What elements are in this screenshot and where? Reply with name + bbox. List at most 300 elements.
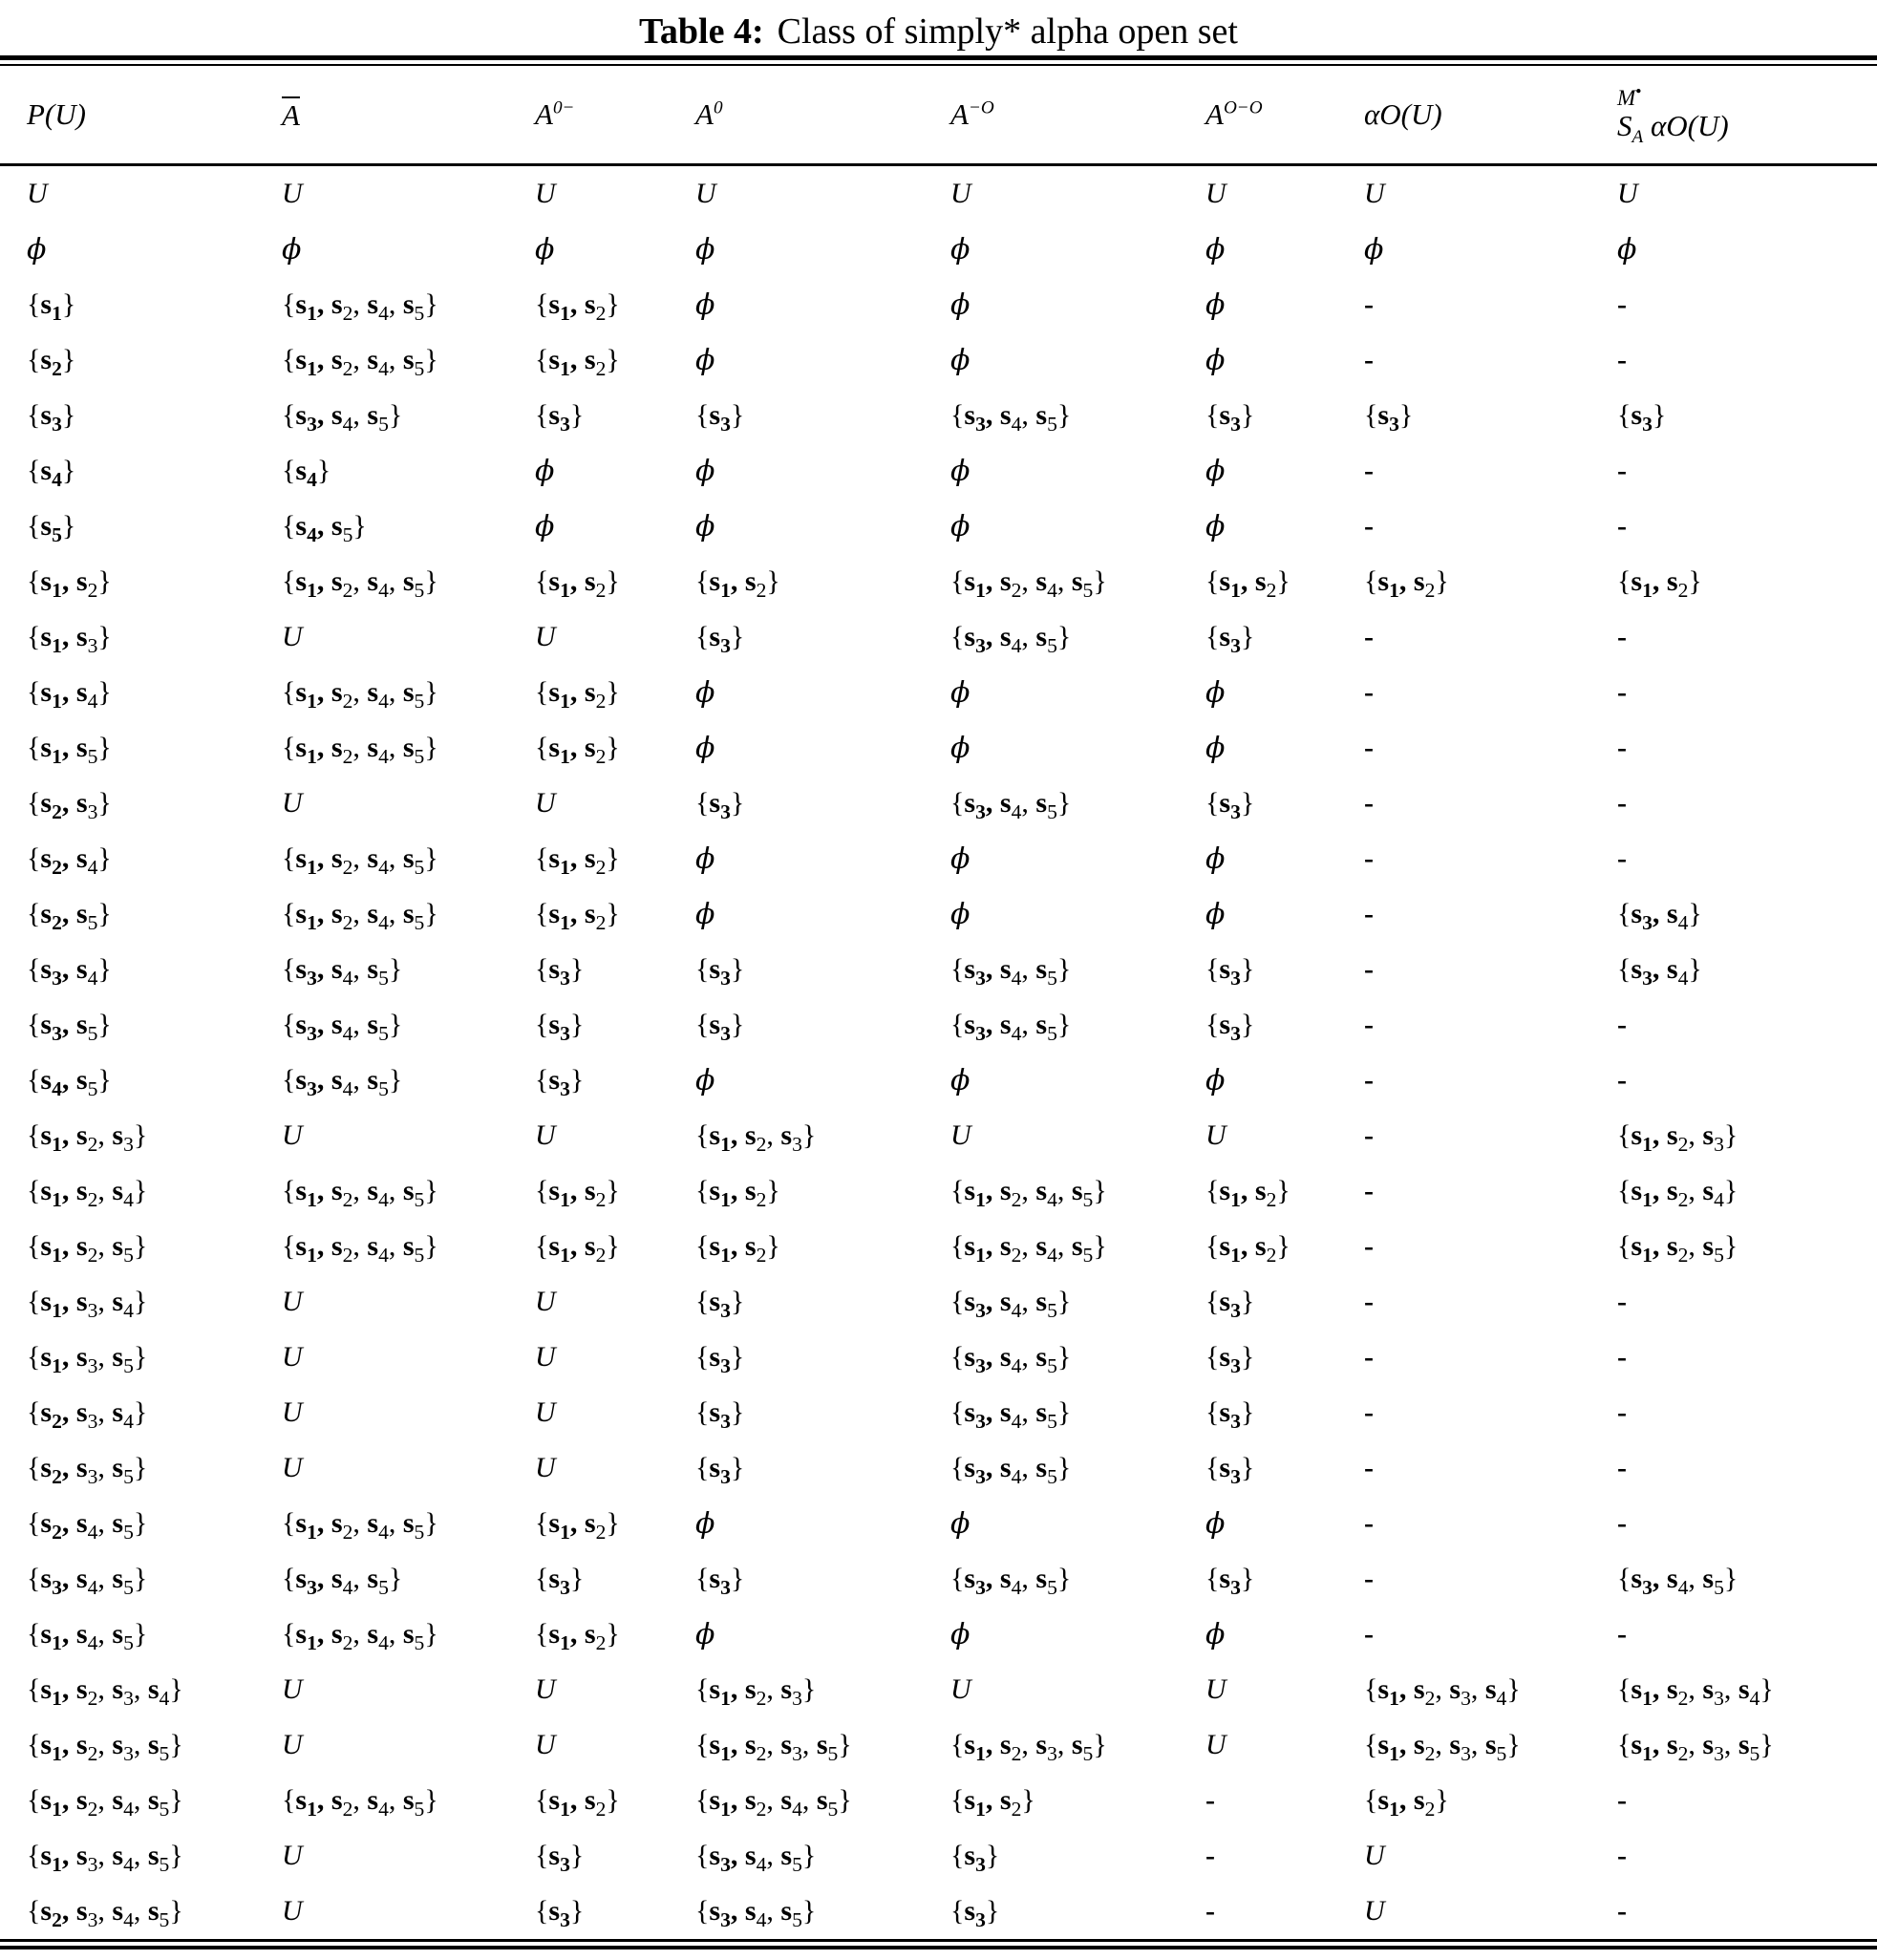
table-cell: $\{s_3\}$ [535, 1064, 585, 1100]
table-cell: {$s_1$, $s_2$} [535, 288, 620, 325]
table-cell: {$s_1$, $s_2$} [535, 1784, 620, 1821]
table-cell: {$s_3$, $s_4$, $s_5$} [27, 1563, 148, 1599]
table-cell: $\{s_3\}$ [1205, 1286, 1255, 1322]
table-cell: - [1364, 510, 1374, 542]
table-cell: - [1364, 1396, 1374, 1428]
table-cell: $\{s_3\}$ [950, 1840, 1000, 1876]
table-cell: $\{s_3\}$ [695, 1396, 745, 1433]
table-cell: {$s_1$, $s_2$} [535, 565, 620, 602]
table-cell: - [1364, 787, 1374, 819]
table-cell: {$s_3$, $s_4$, $s_5$} [950, 953, 1072, 990]
table-cell: {$s_1$, $s_2$} [535, 1618, 620, 1654]
table-cell: - [1205, 1784, 1215, 1816]
column-header: $A^{0-}$ [535, 66, 695, 165]
table-cell: U [535, 1729, 556, 1760]
table-cell: {$s_1$, $s_2$, $s_5$} [27, 1230, 148, 1267]
table-cell: {$s_3$, $s_4$, $s_5$} [695, 1840, 817, 1876]
table-cell: {$s_1$, $s_2$, $s_4$} [27, 1175, 148, 1211]
table-cell: {$s_1$, $s_2$, $s_4$, $s_5$} [282, 288, 438, 325]
table-cell: {$s_1$, $s_2$, $s_4$, $s_5$} [282, 732, 438, 768]
table-cell: $\{s_2\}$ [27, 344, 76, 380]
table-caption-label: Table 4: [639, 11, 764, 52]
table-row [0, 831, 1877, 886]
table-cell: - [1364, 288, 1374, 320]
table-row [0, 1440, 1877, 1496]
table-cell: ϕ [695, 675, 715, 710]
table-cell: $\{s_1\}$ [27, 288, 76, 325]
table-cell: - [1364, 898, 1374, 929]
table-cell: U [282, 621, 303, 652]
table-cell: U [535, 1119, 556, 1151]
table-cell: U [1205, 1119, 1226, 1151]
table-cell: {$s_1$, $s_2$, $s_3$, $s_5$} [1364, 1729, 1521, 1765]
table-cell: U [950, 1119, 971, 1151]
table-cell: {$s_1$, $s_2$} [695, 1175, 780, 1211]
table-cell: {$s_3$, $s_4$, $s_5$} [282, 1563, 403, 1599]
table-cell: {$s_1$, $s_2$, $s_4$, $s_5$} [282, 1618, 438, 1654]
table-row [0, 1496, 1877, 1551]
table-cell: ϕ [950, 1617, 970, 1651]
table-cell: ϕ [950, 897, 970, 931]
table-cell: U [282, 178, 303, 209]
table-cell: - [1617, 344, 1627, 375]
table-cell: {$s_1$, $s_2$, $s_3$} [695, 1673, 817, 1710]
table-cell: {$s_1$, $s_2$} [535, 898, 620, 934]
table-row [0, 1662, 1877, 1717]
table-cell: U [282, 1895, 303, 1927]
table-cell: ϕ [695, 1506, 715, 1541]
table-cell: ϕ [1205, 842, 1226, 876]
table-cell: {$s_3$, $s_4$} [1617, 898, 1702, 934]
table-cell: {$s_2$, $s_3$, $s_4$} [27, 1396, 148, 1433]
table-cell: ϕ [695, 1063, 715, 1097]
table-cell: ϕ [1205, 232, 1226, 266]
table-cell: U [282, 1452, 303, 1483]
table-cell: {$s_1$, $s_3$, $s_4$, $s_5$} [27, 1840, 183, 1876]
table-cell: $\{s_3\}$ [695, 1286, 745, 1322]
table-row [0, 1773, 1877, 1828]
table-cell: - [1617, 1618, 1627, 1650]
table-cell: {$s_1$, $s_2$, $s_3$, $s_5$} [950, 1729, 1107, 1765]
table-cell: {$s_3$, $s_4$, $s_5$} [950, 1341, 1072, 1377]
table-cell: {$s_3$, $s_5$} [27, 1009, 112, 1045]
table-cell: $\{s_5\}$ [27, 510, 76, 546]
table-row [0, 165, 1877, 223]
table-caption [0, 0, 1877, 55]
table-cell: $\{s_3\}$ [695, 1563, 745, 1599]
table-cell: $\{s_3\}$ [695, 399, 745, 436]
table-cell: $\{s_3\}$ [1205, 621, 1255, 657]
table-cell: $\{s_3\}$ [535, 953, 585, 990]
table-cell: - [1617, 1895, 1627, 1927]
table-row [0, 1219, 1877, 1274]
table-cell: - [1617, 510, 1627, 542]
table-cell: {$s_2$, $s_3$} [27, 787, 112, 823]
table-cell: - [1617, 787, 1627, 819]
table-cell: - [1364, 1009, 1374, 1040]
table-cell: {$s_1$, $s_4$} [27, 676, 112, 713]
table-cell: $\{s_3\}$ [695, 1452, 745, 1488]
table-cell: {$s_1$, $s_5$} [27, 732, 112, 768]
table-cell: {$s_1$, $s_2$} [1617, 565, 1702, 602]
table-cell: ϕ [535, 232, 555, 266]
table-cell: - [1364, 455, 1374, 486]
table-cell: {$s_1$, $s_2$} [1364, 565, 1449, 602]
table-row [0, 554, 1877, 609]
table-cell: {$s_1$, $s_2$, $s_4$, $s_5$} [27, 1784, 183, 1821]
table-cell: {$s_3$, $s_4$, $s_5$} [950, 1452, 1072, 1488]
table-cell: {$s_3$, $s_4$, $s_5$} [282, 1009, 403, 1045]
table-cell: ϕ [950, 288, 970, 322]
table-cell: U [535, 1286, 556, 1317]
column-header: M• $S_A$ αO(U) [1617, 66, 1877, 165]
table-cell: {$s_2$, $s_4$, $s_5$} [27, 1507, 148, 1544]
table-cell: ϕ [695, 731, 715, 765]
table-cell: ϕ [950, 675, 970, 710]
table-row [0, 942, 1877, 997]
table-cell: U [282, 1119, 303, 1151]
table-cell: - [1364, 1064, 1374, 1096]
table-cell: - [1364, 1618, 1374, 1650]
table-cell: {$s_3$, $s_4$, $s_5$} [950, 787, 1072, 823]
table-cell: ϕ [1205, 1506, 1226, 1541]
table-cell: ϕ [1205, 675, 1226, 710]
table-cell: ϕ [1617, 232, 1637, 266]
table-cell: $\{s_3\}$ [1205, 1396, 1255, 1433]
table-cell: $\{s_3\}$ [1364, 399, 1414, 436]
table-cell: {$s_1$, $s_2$} [1364, 1784, 1449, 1821]
table-cell: {$s_1$, $s_2$, $s_3$} [27, 1119, 148, 1156]
table-row [0, 1828, 1877, 1884]
bottom-rule [0, 1939, 1877, 1949]
table-cell: - [1617, 1064, 1627, 1096]
table-cell: {$s_1$, $s_2$} [535, 344, 620, 380]
table-cell: U [282, 1396, 303, 1428]
table-row [0, 332, 1877, 388]
table-cell: {$s_3$, $s_4$, $s_5$} [950, 621, 1072, 657]
table-cell: U [950, 1673, 971, 1705]
table-cell: $\{s_3\}$ [535, 1563, 585, 1599]
table-cell: ϕ [27, 232, 47, 266]
table-cell: U [1364, 1895, 1385, 1927]
table-cell: U [27, 178, 48, 209]
table-cell: U [535, 1396, 556, 1428]
table-cell: {$s_3$, $s_4$, $s_5$} [282, 1064, 403, 1100]
table-cell: {$s_1$, $s_2$, $s_3$, $s_5$} [695, 1729, 852, 1765]
column-header: $A^0$ [695, 66, 950, 165]
table-cell: ϕ [1205, 343, 1226, 377]
table-cell: - [1617, 1452, 1627, 1483]
table-cell: {$s_1$, $s_2$} [535, 842, 620, 879]
table-cell: U [1205, 1673, 1226, 1705]
table-cell: ϕ [1205, 897, 1226, 931]
table-cell: ϕ [695, 1617, 715, 1651]
table-row [0, 388, 1877, 443]
table-cell: $\{s_3\}$ [695, 787, 745, 823]
table-cell: $\{s_3\}$ [1205, 399, 1255, 436]
table-cell: U [535, 1673, 556, 1705]
table-cell: {$s_2$, $s_3$, $s_5$} [27, 1452, 148, 1488]
table-cell: ϕ [950, 343, 970, 377]
table-cell: ϕ [695, 343, 715, 377]
table-cell: {$s_1$, $s_2$, $s_4$, $s_5$} [282, 565, 438, 602]
table-cell: {$s_1$, $s_2$} [535, 1507, 620, 1544]
table-body [0, 165, 1877, 1940]
table-cell: $\{s_3\}$ [535, 1895, 585, 1931]
column-header: P(U) [0, 66, 282, 165]
table-row [0, 499, 1877, 554]
table-row [0, 886, 1877, 942]
table-cell: {$s_3$, $s_4$, $s_5$} [695, 1895, 817, 1931]
table-cell: U [535, 621, 556, 652]
table-cell: - [1205, 1840, 1215, 1871]
table-cell: ϕ [1205, 731, 1226, 765]
table-row [0, 609, 1877, 665]
table-cell: U [282, 1673, 303, 1705]
table-cell: - [1364, 732, 1374, 763]
table-cell: U [535, 1341, 556, 1373]
table-cell: {$s_1$, $s_2$} [695, 565, 780, 602]
table-cell: ϕ [695, 288, 715, 322]
table-cell: $\{s_3\}$ [695, 953, 745, 990]
table-cell: - [1364, 953, 1374, 985]
table-cell: {$s_1$, $s_2$} [535, 732, 620, 768]
table-cell: {$s_1$, $s_2$, $s_4$, $s_5$} [282, 1230, 438, 1267]
column-header: $A^{-O}$ [950, 66, 1205, 165]
table-cell: ϕ [1205, 1617, 1226, 1651]
table-cell: {$s_1$, $s_2$, $s_4$, $s_5$} [282, 842, 438, 879]
data-table [0, 66, 1877, 1939]
table-cell: {$s_1$, $s_3$} [27, 621, 112, 657]
table-cell: - [1617, 455, 1627, 486]
table-cell: $\{s_3\}$ [535, 399, 585, 436]
table-cell: {$s_1$, $s_2$, $s_3$, $s_5$} [1617, 1729, 1774, 1765]
column-header: A [282, 66, 535, 165]
table-cell: U [1205, 1729, 1226, 1760]
table-row [0, 277, 1877, 332]
table-cell: {$s_4$, $s_5$} [282, 510, 367, 546]
table-row [0, 1717, 1877, 1773]
table-row [0, 1274, 1877, 1330]
table-cell: $\{s_3\}$ [695, 1341, 745, 1377]
table-cell: {$s_1$, $s_2$, $s_3$, $s_5$} [27, 1729, 183, 1765]
table-row [0, 1330, 1877, 1385]
table-cell: - [1205, 1895, 1215, 1927]
table-cell: - [1364, 1341, 1374, 1373]
table-row [0, 1551, 1877, 1607]
table-cell: $\{s_4\}$ [282, 455, 331, 491]
table-cell: - [1617, 1507, 1627, 1539]
table-cell: {$s_3$, $s_4$, $s_5$} [1617, 1563, 1738, 1599]
table-cell: {$s_3$, $s_4$, $s_5$} [282, 953, 403, 990]
table-cell: {$s_1$, $s_2$, $s_4$} [1617, 1175, 1738, 1211]
table-cell: - [1617, 676, 1627, 708]
column-header: $A^{O-O}$ [1205, 66, 1364, 165]
table-cell: U [535, 178, 556, 209]
table-cell: $\{s_3\}$ [1205, 953, 1255, 990]
table-cell: $\{s_3\}$ [695, 1009, 745, 1045]
table-cell: - [1617, 1840, 1627, 1871]
table-cell: U [282, 1286, 303, 1317]
table-cell: {$s_4$, $s_5$} [27, 1064, 112, 1100]
table-row [0, 665, 1877, 720]
table-cell: {$s_1$, $s_3$, $s_4$} [27, 1286, 148, 1322]
table-cell: {$s_1$, $s_2$, $s_4$, $s_5$} [282, 344, 438, 380]
table-cell: ϕ [1205, 288, 1226, 322]
table-cell: {$s_1$, $s_2$, $s_3$, $s_4$} [27, 1673, 183, 1710]
table-caption-text: Class of simply* alpha open set [777, 11, 1238, 52]
table-row [0, 1385, 1877, 1440]
table-cell: {$s_1$, $s_2$} [1205, 1175, 1290, 1211]
table-cell: - [1617, 1396, 1627, 1428]
table-cell: {$s_3$, $s_4$, $s_5$} [950, 1009, 1072, 1045]
table-cell: U [282, 1341, 303, 1373]
table-cell: {$s_1$, $s_2$} [535, 676, 620, 713]
table-cell: $\{s_3\}$ [950, 1895, 1000, 1931]
table-cell: ϕ [950, 232, 970, 266]
table-cell: U [1364, 178, 1385, 209]
table-cell: - [1364, 1230, 1374, 1262]
table-row [0, 1108, 1877, 1163]
table-cell: {$s_1$, $s_2$} [535, 1230, 620, 1267]
table-cell: $\{s_3\}$ [27, 399, 76, 436]
table-cell: {$s_1$, $s_2$, $s_3$} [1617, 1119, 1738, 1156]
table-cell: {$s_1$, $s_2$} [1205, 1230, 1290, 1267]
table-cell: U [535, 1452, 556, 1483]
table-cell: U [1617, 178, 1638, 209]
table-cell: - [1364, 842, 1374, 874]
table-cell: $\{s_3\}$ [1205, 1009, 1255, 1045]
table-cell: ϕ [950, 842, 970, 876]
table-cell: {$s_1$, $s_2$, $s_4$, $s_5$} [950, 1175, 1107, 1211]
table-cell: {$s_1$, $s_2$} [695, 1230, 780, 1267]
table-cell: U [1364, 1840, 1385, 1871]
table-row [0, 997, 1877, 1053]
table-cell: U [695, 178, 716, 209]
table-cell: - [1364, 1119, 1374, 1151]
table-cell: {$s_1$, $s_2$, $s_4$, $s_5$} [282, 676, 438, 713]
table-cell: ϕ [1205, 1063, 1226, 1097]
table-cell: - [1617, 288, 1627, 320]
table-cell: {$s_1$, $s_2$, $s_4$, $s_5$} [282, 898, 438, 934]
table-row [0, 443, 1877, 499]
header-row [0, 66, 1877, 165]
table-cell: {$s_1$, $s_2$, $s_4$, $s_5$} [950, 565, 1107, 602]
table-cell: - [1364, 1286, 1374, 1317]
table-cell: - [1364, 344, 1374, 375]
table-cell: ϕ [950, 1506, 970, 1541]
table-cell: U [1205, 178, 1226, 209]
top-rule [0, 55, 1877, 66]
table-cell: {$s_3$, $s_4$, $s_5$} [950, 1396, 1072, 1433]
table-cell: - [1617, 621, 1627, 652]
table-cell: U [282, 787, 303, 819]
table-cell: $\{s_3\}$ [1205, 1341, 1255, 1377]
column-header: αO(U) [1364, 66, 1617, 165]
table-cell: ϕ [695, 232, 715, 266]
table-cell: {$s_3$, $s_4$} [27, 953, 112, 990]
table-cell: {$s_1$, $s_4$, $s_5$} [27, 1618, 148, 1654]
table-cell: {$s_1$, $s_2$} [535, 1175, 620, 1211]
table-cell: $\{s_3\}$ [1205, 1452, 1255, 1488]
table-cell: ϕ [950, 509, 970, 543]
table-row [0, 720, 1877, 776]
table-cell: U [950, 178, 971, 209]
table-cell: U [282, 1729, 303, 1760]
table-row [0, 1163, 1877, 1219]
table-cell: $\{s_3\}$ [535, 1009, 585, 1045]
table-cell: {$s_1$, $s_2$, $s_4$, $s_5$} [282, 1507, 438, 1544]
table-cell: - [1364, 1452, 1374, 1483]
table-cell: {$s_1$, $s_2$, $s_5$} [1617, 1230, 1738, 1267]
table-cell: {$s_3$, $s_4$, $s_5$} [282, 399, 403, 436]
table-cell: - [1617, 1286, 1627, 1317]
table-cell: $\{s_3\}$ [1617, 399, 1667, 436]
table-cell: $\{s_3\}$ [1205, 1563, 1255, 1599]
table-cell: {$s_3$, $s_4$, $s_5$} [950, 1286, 1072, 1322]
table-cell: $\{s_3\}$ [695, 621, 745, 657]
table-header [0, 66, 1877, 165]
table-cell: $\{s_3\}$ [1205, 787, 1255, 823]
table-cell: {$s_2$, $s_5$} [27, 898, 112, 934]
table-cell: {$s_1$, $s_2$, $s_4$, $s_5$} [695, 1784, 852, 1821]
table-cell: - [1617, 1784, 1627, 1816]
table-cell: {$s_1$, $s_2$} [27, 565, 112, 602]
table-row [0, 222, 1877, 277]
table-cell: {$s_1$, $s_2$} [1205, 565, 1290, 602]
table-cell: {$s_1$, $s_2$, $s_4$, $s_5$} [282, 1175, 438, 1211]
table-cell: - [1364, 1507, 1374, 1539]
table-cell: {$s_2$, $s_4$} [27, 842, 112, 879]
table-cell: {$s_1$, $s_2$, $s_4$, $s_5$} [950, 1230, 1107, 1267]
table-cell: U [282, 1840, 303, 1871]
table-cell: - [1364, 621, 1374, 652]
table-cell: {$s_1$, $s_2$, $s_3$, $s_4$} [1364, 1673, 1521, 1710]
table-cell: U [535, 787, 556, 819]
table-cell: {$s_3$, $s_4$, $s_5$} [950, 1563, 1072, 1599]
table-cell: - [1617, 1009, 1627, 1040]
table-cell: - [1617, 1341, 1627, 1373]
table-cell: ϕ [535, 509, 555, 543]
table-cell: ϕ [950, 1063, 970, 1097]
table-cell: - [1617, 732, 1627, 763]
table-row [0, 1053, 1877, 1108]
table-cell: {$s_1$, $s_2$, $s_3$} [695, 1119, 817, 1156]
table-cell: ϕ [695, 509, 715, 543]
table-cell: ϕ [1364, 232, 1384, 266]
table-cell: {$s_1$, $s_2$} [950, 1784, 1035, 1821]
table-cell: - [1364, 1563, 1374, 1594]
table-row [0, 1607, 1877, 1662]
table-cell: $\{s_4\}$ [27, 455, 76, 491]
table-cell: {$s_3$, $s_4$, $s_5$} [950, 399, 1072, 436]
table-cell: ϕ [695, 454, 715, 488]
table-row [0, 1884, 1877, 1939]
table-cell: {$s_2$, $s_3$, $s_4$, $s_5$} [27, 1895, 183, 1931]
table-cell: - [1364, 1175, 1374, 1206]
table-cell: ϕ [1205, 509, 1226, 543]
table-cell: $\{s_3\}$ [535, 1840, 585, 1876]
table-cell: {$s_3$, $s_4$} [1617, 953, 1702, 990]
table-cell: - [1364, 676, 1374, 708]
table-row [0, 776, 1877, 831]
table-cell: ϕ [950, 731, 970, 765]
table-cell: ϕ [1205, 454, 1226, 488]
table-cell: ϕ [695, 842, 715, 876]
table-cell: ϕ [950, 454, 970, 488]
table-cell: ϕ [695, 897, 715, 931]
table-cell: ϕ [282, 232, 302, 266]
